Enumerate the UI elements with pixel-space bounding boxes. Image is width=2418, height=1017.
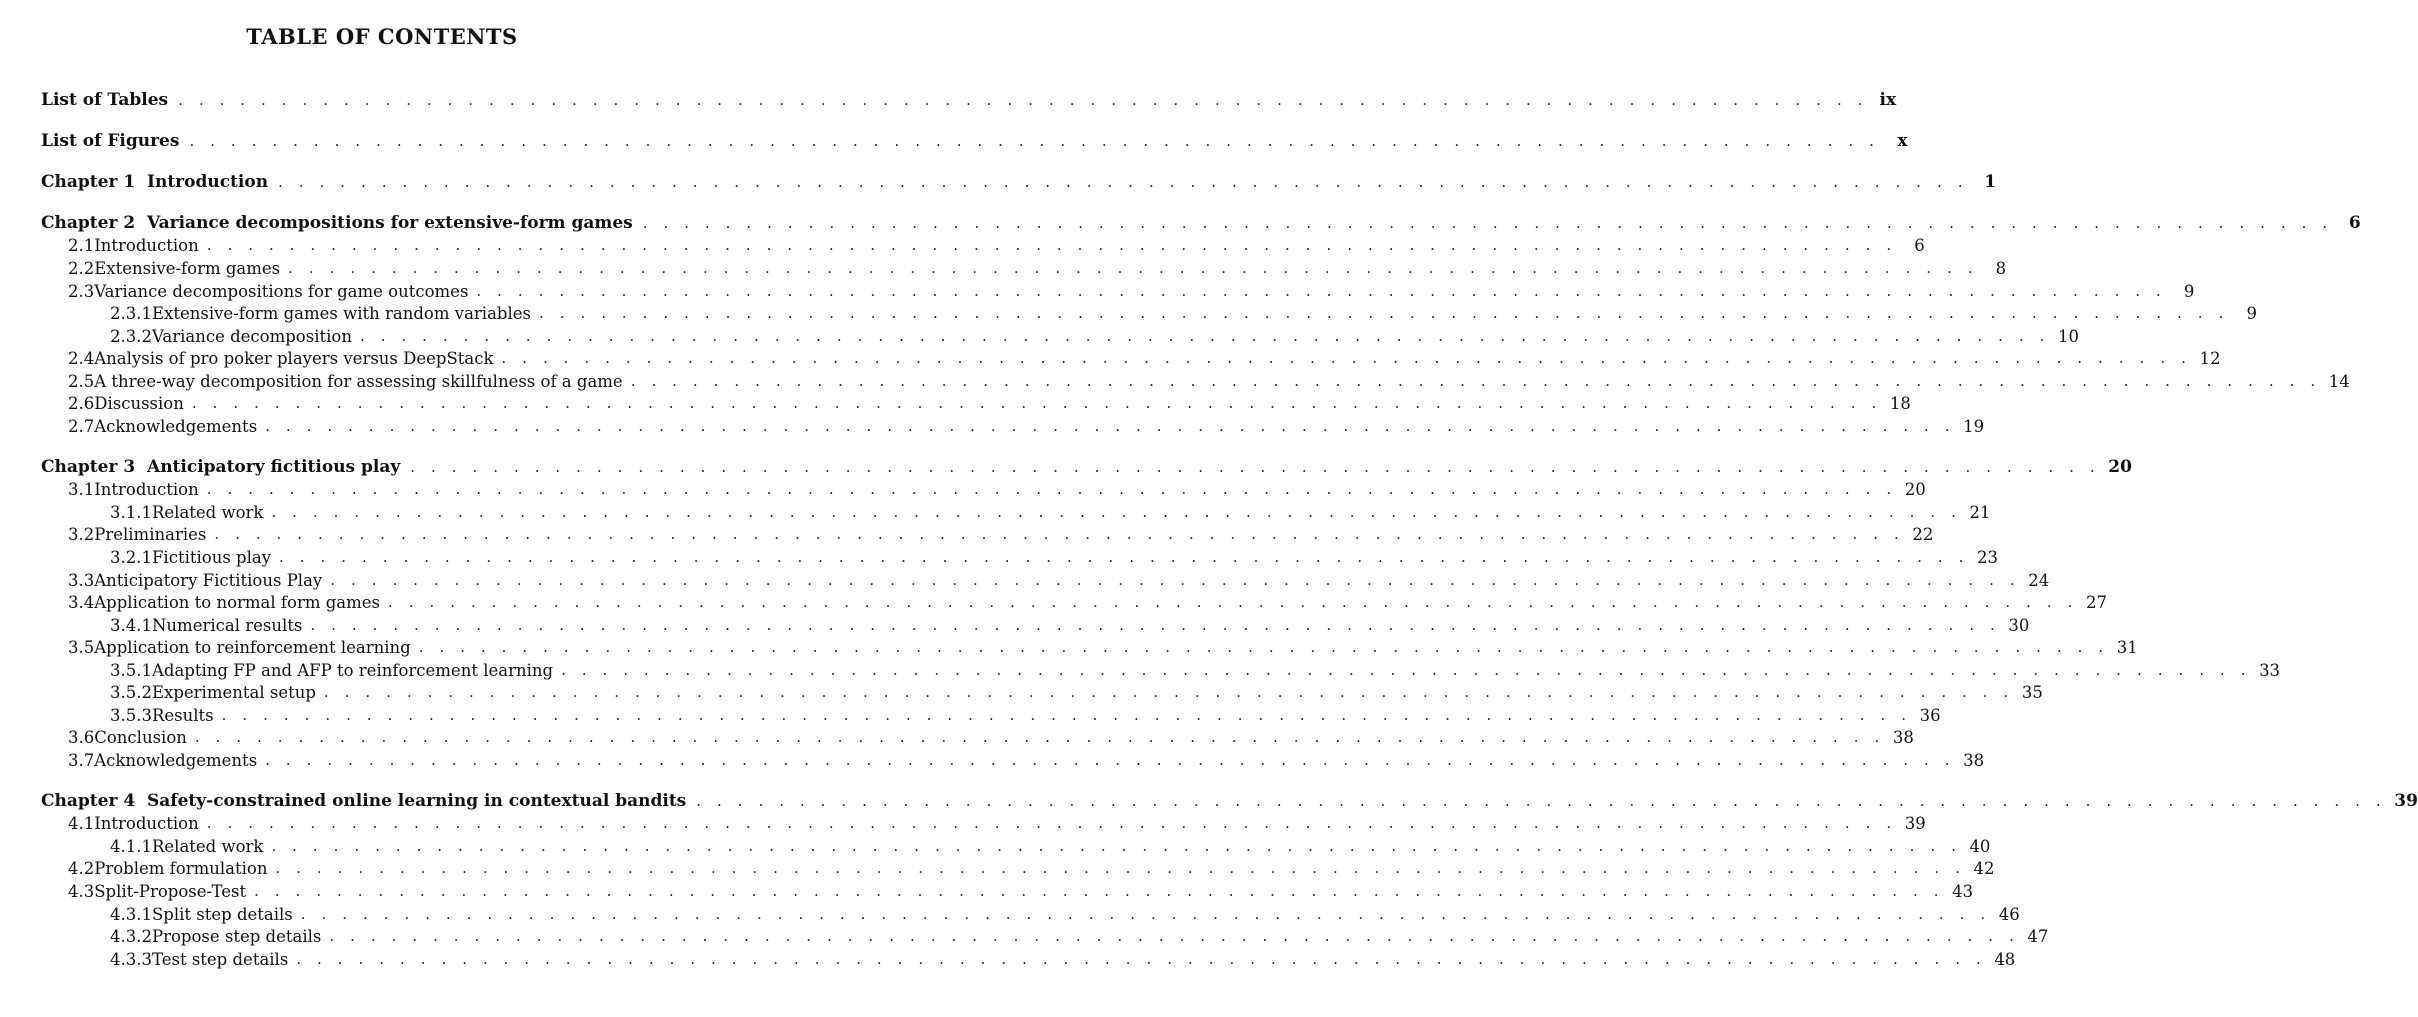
dot-leader: . . . . . . . . . . . . . . . . . . . . . . . . . . . . . . . . . . . . . . . . . . . . . . . . . . . . . . . . . . . . . . . . . . . . . . . . . . . . . . . . . .	[329, 927, 2020, 945]
entry-page-number: 48	[1994, 949, 2016, 969]
entry-title: Acknowledgements	[94, 750, 258, 770]
entry-title: List of Tables	[41, 90, 169, 110]
dot-leader: . . . . . . . . . . . . . . . . . . . . . . . . . . . . . . . . . . . . . . . . . . . . . . . . . . . . . . . . . . . . . . . . . . . . . . . . . . . . . . . . . .	[300, 905, 1991, 923]
entry-number: 3.2.1	[110, 547, 152, 567]
toc-chapter-entry[interactable]	[41, 790, 2418, 812]
toc-subsection-entry[interactable]	[41, 903, 2020, 925]
entry-page-number: 24	[2028, 570, 2050, 590]
entry-number: 3.5.2	[110, 682, 152, 702]
entry-number: 3.5	[68, 637, 95, 657]
toc-chapter-entry[interactable]	[41, 171, 1997, 193]
toc-subsection-entry[interactable]	[41, 948, 2016, 970]
entry-page-number: 20	[1904, 479, 1926, 499]
toc-section-entry[interactable]	[41, 857, 1995, 879]
toc-subsection-entry[interactable]	[41, 546, 1999, 568]
dot-leader: . . . . . . . . . . . . . . . . . . . . . . . . . . . . . . . . . . . . . . . . . . . . . . . . . . . . . . . . . . . . . . . . . . . . . . . . . . . . . . . . . .	[330, 571, 2021, 589]
toc-subsection-entry[interactable]	[41, 302, 2257, 324]
toc-subsection-entry[interactable]	[41, 325, 2079, 347]
entry-number: 3.4	[68, 592, 95, 612]
toc-section-entry[interactable]	[41, 812, 1926, 834]
entry-page-number: 20	[2108, 457, 2132, 477]
entry-page-number: 47	[2027, 926, 2049, 946]
dot-leader: . . . . . . . . . . . . . . . . . . . . . . . . . . . . . . . . . . . . . . . . . . . . . . . . . . . . . . . . . . . . . . . . . . . . . . . . . . . . . . . . . .	[254, 882, 1945, 900]
entry-title: Adapting FP and AFP to reinforcement learning	[151, 660, 554, 680]
dot-leader: . . . . . . . . . . . . . . . . . . . . . . . . . . . . . . . . . . . . . . . . . . . . . . . . . . . . . . . . . . . . . . . . . . . . . . . . . . . . . . . . . .	[359, 327, 2050, 345]
toc-chapter-entry[interactable]	[41, 456, 2132, 478]
entry-title: Discussion	[94, 393, 184, 413]
toc-subsection-entry[interactable]	[41, 704, 1941, 726]
entry-number: 3.1	[68, 479, 95, 499]
dot-leader: . . . . . . . . . . . . . . . . . . . . . . . . . . . . . . . . . . . . . . . . . . . . . . . . . . . . . . . . . . . . . . . . . . . . . . . . . . . . . . . . . .	[206, 480, 1897, 498]
entry-title: Analysis of pro poker players versus DeepStack	[94, 348, 494, 368]
entry-page-number: 10	[2057, 326, 2079, 346]
dot-leader: . . . . . . . . . . . . . . . . . . . . . . . . . . . . . . . . . . . . . . . . . . . . . . . . . . . . . . . . . . . . . . . . . . . . . . . . . . . . . . . . . .	[191, 394, 1882, 412]
entry-title: Introduction	[94, 235, 199, 255]
dot-leader: . . . . . . . . . . . . . . . . . . . . . . . . . . . . . . . . . . . . . . . . . . . . . . . . . . . . . . . . . . . . . . . . . . . . . . . . . . . . . . . . . .	[265, 417, 1956, 435]
entry-page-number: 6	[2348, 213, 2361, 233]
entry-number: 4.3.2	[110, 926, 152, 946]
entry-number: 3.2	[68, 524, 95, 544]
dot-leader: . . . . . . . . . . . . . . . . . . . . . . . . . . . . . . . . . . . . . . . . . . . . . . . . . . . . . . . . . . . . . . . . . . . . . . . . . . . . . . . . . .	[206, 814, 1897, 832]
entry-title: Test step details	[151, 949, 289, 969]
dot-leader: . . . . . . . . . . . . . . . . . . . . . . . . . . . . . . . . . . . . . . . . . . . . . . . . . . . . . . . . . . . . . . . . . . . . . . . . . . . . . . . . . .	[630, 372, 2321, 390]
dot-leader: . . . . . . . . . . . . . . . . . . . . . . . . . . . . . . . . . . . . . . . . . . . . . . . . . . . . . . . . . . . . . . . . . . . . . . . . . . . . . . . . . .	[696, 792, 2387, 810]
entry-number: 4.2	[68, 858, 95, 878]
dot-leader: . . . . . . . . . . . . . . . . . . . . . . . . . . . . . . . . . . . . . . . . . . . . . . . . . . . . . . . . . . . . . . . . . . . . . . . . . . . . . . . . . .	[271, 837, 1962, 855]
entry-title: Chapter 4 Safety-constrained online learning in contextual bandits	[41, 791, 687, 811]
entry-number: 3.3	[68, 570, 95, 590]
dot-leader: . . . . . . . . . . . . . . . . . . . . . . . . . . . . . . . . . . . . . . . . . . . . . . . . . . . . . . . . . . . . . . . . . . . . . . . . . . . . . . . . . .	[288, 259, 1979, 277]
dot-leader: . . . . . . . . . . . . . . . . . . . . . . . . . . . . . . . . . . . . . . . . . . . . . . . . . . . . . . . . . . . . . . . . . . . . . . . . . . . . . . . . . .	[178, 91, 1869, 109]
dot-leader: . . . . . . . . . . . . . . . . . . . . . . . . . . . . . . . . . . . . . . . . . . . . . . . . . . . . . . . . . . . . . . . . . . . . . . . . . . . . . . . . . .	[323, 683, 2014, 701]
entry-number: 2.3.2	[110, 326, 152, 346]
entry-title: Fictitious play	[151, 547, 272, 567]
dot-leader: . . . . . . . . . . . . . . . . . . . . . . . . . . . . . . . . . . . . . . . . . . . . . . . . . . . . . . . . . . . . . . . . . . . . . . . . . . . . . . . . . .	[310, 616, 2001, 634]
entry-number: 4.1.1	[110, 836, 152, 856]
entry-page-number: 9	[2246, 303, 2257, 323]
entry-page-number: 9	[2183, 281, 2195, 301]
entry-number: 2.2	[68, 258, 95, 278]
entry-page-number: ix	[1879, 90, 1897, 110]
entry-page-number: 27	[2086, 592, 2107, 612]
dot-leader: . . . . . . . . . . . . . . . . . . . . . . . . . . . . . . . . . . . . . . . . . . . . . . . . . . . . . . . . . . . . . . . . . . . . . . . . . . . . . . . . . .	[206, 236, 1897, 254]
dot-leader: . . . . . . . . . . . . . . . . . . . . . . . . . . . . . . . . . . . . . . . . . . . . . . . . . . . . . . . . . . . . . . . . . . . . . . . . . . . . . . . . . .	[538, 304, 2229, 322]
entry-number: 2.3	[68, 281, 95, 301]
dot-leader: . . . . . . . . . . . . . . . . . . . . . . . . . . . . . . . . . . . . . . . . . . . . . . . . . . . . . . . . . . . . . . . . . . . . . . . . . . . . . . . . . .	[642, 214, 2333, 232]
entry-number: 4.3.1	[110, 904, 152, 924]
entry-page-number: 39	[2394, 791, 2418, 811]
entry-page-number: x	[1897, 131, 1908, 151]
entry-title: Extensive-form games	[94, 258, 281, 278]
toc-section-entry[interactable]	[41, 880, 1974, 902]
toc-section-entry[interactable]	[41, 569, 2050, 591]
entry-number: 2.5	[68, 371, 95, 391]
page-title: TABLE OF CONTENTS	[246, 24, 518, 49]
toc-subsection-entry[interactable]	[41, 681, 2043, 703]
toc-section-entry[interactable]	[41, 347, 2221, 369]
entry-title: Introduction	[94, 813, 199, 833]
dot-leader: . . . . . . . . . . . . . . . . . . . . . . . . . . . . . . . . . . . . . . . . . . . . . . . . . . . . . . . . . . . . . . . . . . . . . . . . . . . . . . . . . .	[275, 859, 1966, 877]
dot-leader: . . . . . . . . . . . . . . . . . . . . . . . . . . . . . . . . . . . . . . . . . . . . . . . . . . . . . . . . . . . . . . . . . . . . . . . . . . . . . . . . . .	[388, 593, 2078, 611]
dot-leader: . . . . . . . . . . . . . . . . . . . . . . . . . . . . . . . . . . . . . . . . . . . . . . . . . . . . . . . . . . . . . . . . . . . . . . . . . . . . . . . . . .	[271, 503, 1962, 521]
entry-number: 2.4	[68, 348, 95, 368]
entry-number: 4.1	[68, 813, 95, 833]
toc-subsection-entry[interactable]	[41, 925, 2049, 947]
toc-subsection-entry[interactable]	[41, 614, 2030, 636]
entry-title: A three-way decomposition for assessing skillfulness of a game	[94, 371, 623, 391]
entry-number: 3.6	[68, 727, 95, 747]
dot-leader: . . . . . . . . . . . . . . . . . . . . . . . . . . . . . . . . . . . . . . . . . . . . . . . . . . . . . . . . . . . . . . . . . . . . . . . . . . . . . . . . . .	[410, 458, 2101, 476]
entry-title: Related work	[151, 502, 264, 522]
dot-leader: . . . . . . . . . . . . . . . . . . . . . . . . . . . . . . . . . . . . . . . . . . . . . . . . . . . . . . . . . . . . . . . . . . . . . . . . . . . . . . . . . .	[561, 661, 2252, 679]
toc-section-entry[interactable]	[41, 726, 1914, 748]
toc-chapter-entry[interactable]	[41, 130, 1908, 152]
toc-section-entry[interactable]	[41, 591, 2107, 613]
dot-leader: . . . . . . . . . . . . . . . . . . . . . . . . . . . . . . . . . . . . . . . . . . . . . . . . . . . . . . . . . . . . . . . . . . . . . . . . . . . . . . . . . .	[476, 282, 2167, 300]
entry-number: 3.1.1	[110, 502, 152, 522]
toc-section-entry[interactable]	[41, 280, 2195, 302]
entry-title: List of Figures	[41, 131, 180, 151]
dot-leader: . . . . . . . . . . . . . . . . . . . . . . . . . . . . . . . . . . . . . . . . . . . . . . . . . . . . . . . . . . . . . . . . . . . . . . . . . . . . . . . . . .	[278, 173, 1969, 191]
entry-title: Chapter 3 Anticipatory fictitious play	[41, 457, 401, 477]
entry-number: 2.1	[68, 235, 95, 255]
toc-chapter-entry[interactable]	[41, 212, 2361, 234]
entry-page-number: 36	[1919, 705, 1941, 725]
entry-page-number: 42	[1973, 858, 1995, 878]
dot-leader: . . . . . . . . . . . . . . . . . . . . . . . . . . . . . . . . . . . . . . . . . . . . . . . . . . . . . . . . . . . . . . . . . . . . . . . . . . . . . . . . . .	[279, 548, 1970, 566]
entry-number: 2.3.1	[110, 303, 152, 323]
entry-title: Experimental setup	[151, 682, 316, 702]
entry-page-number: 38	[1963, 750, 1985, 770]
entry-number: 4.3	[68, 881, 95, 901]
entry-title: Variance decompositions for game outcomes	[94, 281, 469, 301]
entry-title: Variance decomposition	[151, 326, 352, 346]
dot-leader: . . . . . . . . . . . . . . . . . . . . . . . . . . . . . . . . . . . . . . . . . . . . . . . . . . . . . . . . . . . . . . . . . . . . . . . . . . . . . . . . . .	[214, 525, 1905, 543]
entry-page-number: 40	[1969, 836, 1991, 856]
entry-page-number: 38	[1892, 727, 1914, 747]
entry-title: Split-Propose-Test	[94, 881, 247, 901]
toc-section-entry[interactable]	[41, 257, 2007, 279]
toc-section-entry[interactable]	[41, 523, 1934, 545]
dot-leader: . . . . . . . . . . . . . . . . . . . . . . . . . . . . . . . . . . . . . . . . . . . . . . . . . . . . . . . . . . . . . . . . . . . . . . . . . . . . . . . . . .	[194, 728, 1885, 746]
entry-number: 3.5.1	[110, 660, 152, 680]
entry-page-number: 14	[2328, 371, 2350, 391]
entry-title: Introduction	[94, 479, 199, 499]
entry-page-number: 21	[1969, 502, 1991, 522]
entry-number: 2.7	[68, 416, 95, 436]
entry-title: Chapter 2 Variance decompositions for extensive-form games	[41, 213, 633, 233]
entry-title: Application to normal form games	[94, 592, 380, 612]
entry-page-number: 19	[1963, 416, 1985, 436]
entry-page-number: 46	[1998, 904, 2020, 924]
entry-page-number: 31	[2116, 637, 2138, 657]
entry-page-number: 43	[1952, 881, 1974, 901]
entry-title: Results	[151, 705, 214, 725]
entry-title: Propose step details	[151, 926, 322, 946]
toc-section-entry[interactable]	[41, 415, 1985, 437]
entry-page-number: 22	[1912, 524, 1934, 544]
entry-title: Related work	[151, 836, 264, 856]
entry-title: Application to reinforcement learning	[94, 637, 411, 657]
toc-section-entry[interactable]	[41, 392, 1911, 414]
entry-title: Split step details	[151, 904, 293, 924]
toc-subsection-entry[interactable]	[41, 501, 1991, 523]
entry-page-number: 39	[1904, 813, 1926, 833]
entry-page-number: 8	[1995, 258, 2007, 278]
dot-leader: . . . . . . . . . . . . . . . . . . . . . . . . . . . . . . . . . . . . . . . . . . . . . . . . . . . . . . . . . . . . . . . . . . . . . . . . . . . . . . . . . .	[189, 132, 1880, 150]
entry-number: 3.5.3	[110, 705, 152, 725]
dot-leader: . . . . . . . . . . . . . . . . . . . . . . . . . . . . . . . . . . . . . . . . . . . . . . . . . . . . . . . . . . . . . . . . . . . . . . . . . . . . . . . . . .	[296, 950, 1987, 968]
entry-title: Anticipatory Fictitious Play	[94, 570, 323, 590]
toc-subsection-entry[interactable]	[41, 835, 1991, 857]
dot-leader: . . . . . . . . . . . . . . . . . . . . . . . . . . . . . . . . . . . . . . . . . . . . . . . . . . . . . . . . . . . . . . . . . . . . . . . . . . . . . . . . . .	[418, 638, 2109, 656]
entry-title: Numerical results	[151, 615, 303, 635]
toc-section-entry[interactable]	[41, 749, 1985, 771]
entry-title: Problem formulation	[94, 858, 268, 878]
toc-section-entry[interactable]	[41, 636, 2138, 658]
entry-page-number: 35	[2021, 682, 2043, 702]
entry-number: 3.7	[68, 750, 95, 770]
toc-section-entry[interactable]	[41, 370, 2350, 392]
entry-title: Chapter 1 Introduction	[41, 172, 269, 192]
entry-page-number: 23	[1977, 547, 1999, 567]
toc-subsection-entry[interactable]	[41, 659, 2281, 681]
entry-number: 4.3.3	[110, 949, 152, 969]
entry-page-number: 30	[2008, 615, 2030, 635]
entry-page-number: 12	[2199, 348, 2221, 368]
entry-title: Acknowledgements	[94, 416, 258, 436]
entry-title: Extensive-form games with random variables	[151, 303, 531, 323]
dot-leader: . . . . . . . . . . . . . . . . . . . . . . . . . . . . . . . . . . . . . . . . . . . . . . . . . . . . . . . . . . . . . . . . . . . . . . . . . . . . . . . . . .	[221, 706, 1912, 724]
toc-chapter-entry[interactable]	[41, 89, 1897, 111]
entry-page-number: 18	[1889, 393, 1911, 413]
dot-leader: . . . . . . . . . . . . . . . . . . . . . . . . . . . . . . . . . . . . . . . . . . . . . . . . . . . . . . . . . . . . . . . . . . . . . . . . . . . . . . . . . .	[501, 349, 2192, 367]
toc-section-entry[interactable]	[41, 478, 1926, 500]
entry-page-number: 6	[1914, 235, 1925, 255]
entry-title: Conclusion	[94, 727, 187, 747]
toc-section-entry[interactable]	[41, 234, 1925, 256]
entry-number: 2.6	[68, 393, 95, 413]
dot-leader: . . . . . . . . . . . . . . . . . . . . . . . . . . . . . . . . . . . . . . . . . . . . . . . . . . . . . . . . . . . . . . . . . . . . . . . . . . . . . . . . . .	[265, 751, 1956, 769]
entry-number: 3.4.1	[110, 615, 152, 635]
entry-title: Preliminaries	[94, 524, 207, 544]
entry-page-number: 1	[1984, 172, 1997, 192]
entry-page-number: 33	[2259, 660, 2281, 680]
